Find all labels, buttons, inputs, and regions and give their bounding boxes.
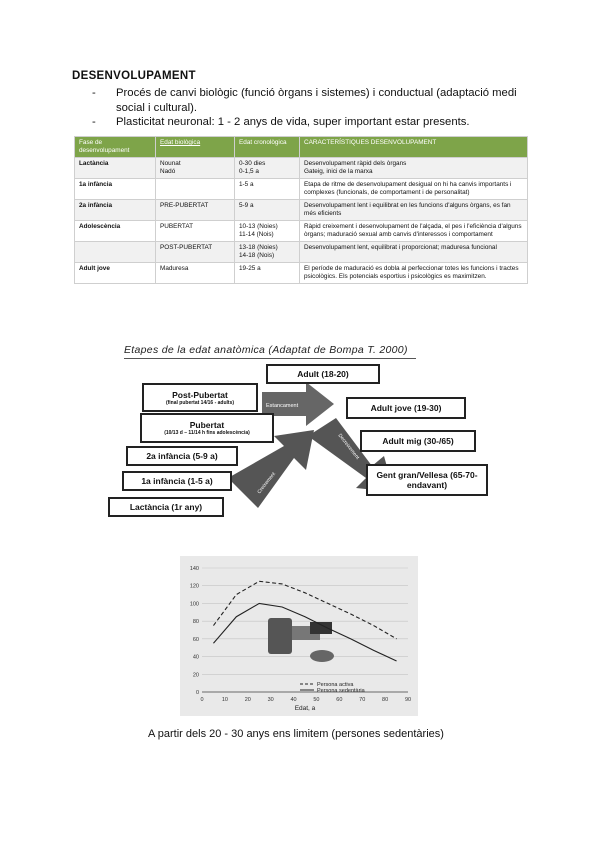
x-tick-label: 30 [267, 697, 274, 703]
legend-label-sedentary: Persona sedentària [317, 688, 365, 694]
x-axis-label: Edat, a [294, 705, 316, 712]
bullet-item: - Procés de canvi biològic (funció òrgans i sistemes) i conductual (adaptació medi social i cultural). [92, 86, 522, 115]
table-cell-characteristics: El període de maduració es dobla al perfeccionar totes les funcions i tractes psicològics. Els potencials esportius i psicològics es maximitzen. [300, 263, 528, 284]
development-table [74, 136, 528, 284]
caption: A partir dels 20 - 30 anys ens limitem (persones sedentàries) [148, 728, 444, 740]
table-row [75, 158, 528, 179]
table-cell-bio-age: Nounat Nadó [156, 158, 235, 179]
table-cell-characteristics: Desenvolupament ràpid dels òrgans Gateig, inici de la marxa [300, 158, 528, 179]
box-gent-gran: Gent gran/Vellesa (65-70-endavant) [366, 464, 488, 496]
table-cell-bio-age [156, 179, 235, 200]
table-cell-phase [75, 242, 156, 263]
box-pubertat-sub: (10/13 d – 11/14 h fins adolescència) [164, 430, 250, 436]
header-characteristics: CARACTERÍSTIQUES DESENVOLUPAMENT [300, 137, 528, 158]
table-cell-chrono-age: 0-30 dies 0-1,5 a [235, 158, 300, 179]
box-lactancia: Lactància (1r any) [108, 497, 224, 517]
armchair-icon [268, 618, 292, 654]
box-pubertat-label: Pubertat [189, 420, 225, 430]
table-cell-chrono-age: 19-25 a [235, 263, 300, 284]
box-pubertat [140, 413, 274, 443]
x-tick-label: 50 [313, 697, 320, 703]
box-adult-jove: Adult jove (19-30) [346, 397, 466, 419]
header-bio-age: Edat biològica [156, 137, 235, 158]
bullet-item: - Plasticitat neuronal: 1 - 2 anys de vida, super important estar presents. [92, 116, 470, 128]
header-chrono-age: Edat cronològica [235, 137, 300, 158]
table-cell-chrono-age: 10-13 (Noies) 11-14 (Nois) [235, 221, 300, 242]
table-cell-phase: Adolescència [75, 221, 156, 242]
box-adult-mig: Adult mig (30-/65) [360, 430, 476, 452]
x-tick-label: 40 [290, 697, 297, 703]
box-post-pubertat-sub: (final pubertat 14/16 - adults) [165, 399, 235, 406]
table-row [75, 263, 528, 284]
growth-label: Creixement [256, 471, 277, 496]
table-cell-characteristics: Desenvolupament lent, equilibrat i proporcionat; maduresa funcional [300, 242, 528, 263]
diagram-title-rule [124, 358, 416, 359]
table-cell-phase: Lactància [75, 158, 156, 179]
table-cell-bio-age: PRE-PUBERTAT [156, 200, 235, 221]
y-tick-label: 40 [192, 654, 199, 661]
bullet-text: Procés de canvi biològic (funció òrgans i sistemes) i conductual (adaptació medi social i cultural). [116, 87, 517, 114]
table-row [75, 179, 528, 200]
bullet-text: Plasticitat neuronal: 1 - 2 anys de vida, super important estar presents. [116, 116, 470, 128]
table-row [75, 221, 528, 242]
legend-label-active: Persona activa [317, 682, 354, 688]
y-tick-label: 120 [189, 583, 199, 590]
table-cell-phase: 1a infància [75, 179, 156, 200]
table-cell-characteristics: Desenvolupament lent i equilibrat en les funcions d'alguns òrgans, es fan més eficients [300, 200, 528, 221]
x-tick-label: 70 [359, 697, 366, 703]
activity-age-chart [180, 556, 418, 716]
y-tick-label: 20 [192, 672, 199, 679]
table-cell-phase: 2a infància [75, 200, 156, 221]
table-cell-chrono-age: 1-5 a [235, 179, 300, 200]
table-cell-bio-age: POST-PUBERTAT [156, 242, 235, 263]
box-adult: Adult (18-20) [266, 364, 380, 384]
y-tick-label: 80 [192, 619, 199, 626]
footstool-icon [310, 650, 334, 662]
table-cell-characteristics: Etapa de ritme de desenvolupament desigual on hi ha canvis importants i complexes (funcionals, de comportament i de personalitat) [300, 179, 528, 200]
table-cell-bio-age: PUBERTAT [156, 221, 235, 242]
box-post-pubertat-label: Post-Pubertat [172, 389, 228, 400]
x-tick-label: 10 [221, 697, 228, 703]
y-tick-label: 60 [192, 636, 199, 643]
y-tick-label: 0 [195, 690, 199, 696]
header-phase: Fase de desenvolupament [75, 137, 156, 158]
x-tick-label: 60 [336, 697, 343, 703]
box-primera-infancia: 1a infància (1-5 a) [122, 471, 232, 491]
table-header-row [75, 137, 528, 158]
decline-label: Decreixement [336, 432, 361, 461]
stagnation-label: Estancament [266, 403, 299, 409]
y-tick-label: 100 [189, 601, 199, 608]
x-tick-label: 80 [382, 697, 389, 703]
x-tick-label: 20 [244, 697, 251, 703]
bullet-list [92, 86, 522, 130]
table-row [75, 242, 528, 263]
table-cell-characteristics: Ràpid creixement i desenvolupament de l'alçada, el pes i l'eficiència d'alguns òrgans; maduració sexual amb canvis d'interessos i comportament [300, 221, 528, 242]
table-cell-chrono-age: 13-18 (Noies) 14-18 (Nois) [235, 242, 300, 263]
table-cell-phase: Adult jove [75, 263, 156, 284]
table-cell-bio-age: Maduresa [156, 263, 235, 284]
box-post-pubertat [142, 383, 258, 412]
x-tick-label: 90 [404, 697, 412, 703]
table-row [75, 200, 528, 221]
diagram-title: Etapes de la edat anatòmica (Adaptat de Bompa T. 2000) [124, 344, 408, 356]
section-heading: DESENVOLUPAMENT [72, 70, 196, 82]
x-tick-label: 0 [200, 697, 204, 703]
table-cell-chrono-age: 5-9 a [235, 200, 300, 221]
y-tick-label: 140 [189, 566, 199, 572]
box-segona-infancia: 2a infància (5-9 a) [126, 446, 238, 466]
